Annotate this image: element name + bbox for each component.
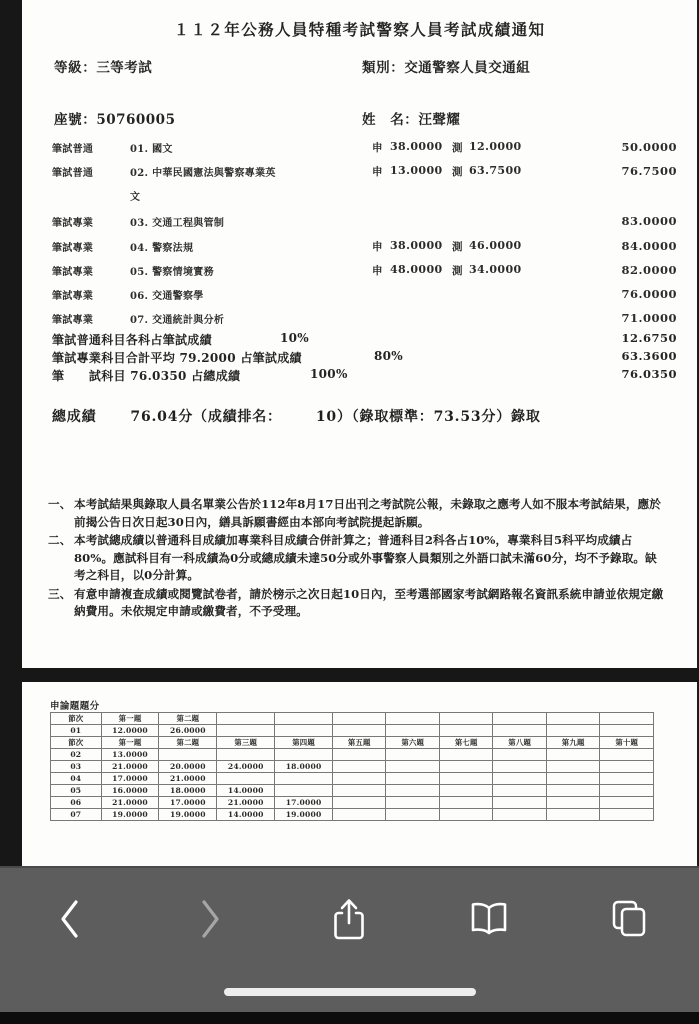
essay-table-header-cell: 第三題 bbox=[217, 737, 275, 749]
essay-table-cell bbox=[333, 761, 386, 773]
essay-table-header-cell: 第六題 bbox=[386, 737, 439, 749]
essay-score: 48.0000 bbox=[390, 263, 443, 276]
mc-score: 12.0000 bbox=[469, 140, 522, 153]
essay-table-cell bbox=[546, 773, 599, 785]
essay-table-cell bbox=[439, 797, 492, 809]
essay-table-cell: 07 bbox=[51, 809, 102, 821]
subject-category: 筆試專業 bbox=[52, 218, 94, 229]
summary-text: 筆 試科目 76.0350 占總成績 bbox=[52, 369, 241, 383]
subject-name: 06. 交通警察學 bbox=[130, 291, 204, 302]
essay-table-cell bbox=[493, 725, 546, 737]
essay-table-cell bbox=[333, 809, 386, 821]
essay-table-cell bbox=[386, 797, 439, 809]
essay-table-header-cell: 第八題 bbox=[493, 737, 546, 749]
subject-row bbox=[22, 214, 697, 236]
summary-total: 63.3600 bbox=[621, 349, 677, 363]
essay-table-cell bbox=[493, 773, 546, 785]
essay-table-cell bbox=[600, 773, 654, 785]
category-value: 交通警察人員交通組 bbox=[404, 60, 531, 76]
note-item bbox=[48, 586, 668, 621]
essay-mark: 申 bbox=[372, 265, 383, 277]
name-field bbox=[362, 108, 460, 128]
essay-table-cell bbox=[333, 725, 386, 737]
subject-category: 筆試普通 bbox=[52, 144, 94, 155]
essay-table-header-cell: 第九題 bbox=[546, 737, 599, 749]
essay-score-table bbox=[50, 712, 654, 821]
essay-table-cell: 17.0000 bbox=[275, 797, 333, 809]
essay-table-cell bbox=[333, 773, 386, 785]
essay-table-cell bbox=[546, 797, 599, 809]
note-body: 本考試總成績以普通科目成績加專業科目成績合併計算之；普通科目2科各占10%，專業科目5科平均成績占80%。應試科目有一科成績為0分或總成績未達50分或外事警察人員類別之外語口試未滿60分，均不予錄取。缺考之科目，以0分計算。 bbox=[74, 533, 657, 582]
notes-section bbox=[48, 496, 668, 622]
grade-value: 三等考試 bbox=[96, 60, 153, 76]
mc-score: 46.0000 bbox=[469, 239, 522, 252]
essay-table-cell bbox=[600, 761, 654, 773]
essay-table-cell bbox=[217, 749, 275, 761]
share-icon bbox=[331, 896, 367, 942]
essay-table-cell bbox=[275, 725, 333, 737]
name-value: 汪聲耀 bbox=[418, 112, 461, 128]
subject-name: 01. 國文 bbox=[130, 144, 173, 155]
essay-table-cell: 20.0000 bbox=[159, 761, 217, 773]
mc-mark: 測 bbox=[452, 265, 463, 277]
essay-table-row bbox=[51, 749, 654, 761]
essay-table-cell bbox=[439, 773, 492, 785]
subject-total: 83.0000 bbox=[621, 214, 677, 228]
grand-total-label: 總成績 bbox=[52, 409, 97, 425]
essay-table-cell bbox=[159, 749, 217, 761]
essay-score: 38.0000 bbox=[390, 239, 443, 252]
essay-table-header-cell: 第十題 bbox=[600, 737, 654, 749]
essay-table-header-cell bbox=[333, 713, 386, 725]
safari-bottom-toolbar bbox=[0, 866, 699, 1024]
forward-icon bbox=[197, 897, 223, 941]
essay-table-cell bbox=[493, 761, 546, 773]
result-value: 錄取 bbox=[511, 409, 541, 425]
essay-table-cell: 13.0000 bbox=[101, 749, 159, 761]
essay-table-row bbox=[51, 725, 654, 737]
page-gutter-left bbox=[0, 0, 22, 866]
essay-table-header-cell: 第一題 bbox=[101, 737, 159, 749]
essay-table-header-cell bbox=[386, 713, 439, 725]
toolbar-top-border bbox=[0, 866, 699, 868]
essay-table-cell: 18.0000 bbox=[275, 761, 333, 773]
summary-text: 筆試專業科目合計平均 79.2000 占筆試成績 bbox=[52, 351, 302, 365]
subject-category: 筆試專業 bbox=[52, 267, 94, 278]
subject-category: 筆試專業 bbox=[52, 315, 94, 326]
summary-percent: 100% bbox=[310, 367, 348, 381]
bookmarks-button[interactable] bbox=[419, 876, 559, 962]
essay-table-cell: 01 bbox=[51, 725, 102, 737]
page-separator bbox=[0, 668, 699, 682]
tabs-icon bbox=[609, 898, 649, 940]
summary-total: 76.0350 bbox=[621, 367, 677, 381]
subject-name-continuation bbox=[22, 188, 697, 210]
essay-table-cell bbox=[386, 761, 439, 773]
essay-mark: 申 bbox=[372, 142, 383, 154]
grade-label: 等級： bbox=[54, 60, 97, 76]
document-page-2[interactable] bbox=[22, 682, 697, 866]
essay-table-cell: 16.0000 bbox=[101, 785, 159, 797]
essay-table-cell bbox=[600, 785, 654, 797]
essay-table-cell bbox=[493, 785, 546, 797]
document-page-1[interactable] bbox=[22, 0, 697, 668]
subject-category: 筆試專業 bbox=[52, 243, 94, 254]
essay-table-cell bbox=[439, 809, 492, 821]
essay-table-cell: 14.0000 bbox=[217, 785, 275, 797]
subject-row bbox=[22, 311, 697, 333]
category-field bbox=[362, 56, 530, 76]
mc-score: 63.7500 bbox=[469, 164, 522, 177]
essay-table-cell bbox=[333, 749, 386, 761]
mc-mark: 測 bbox=[452, 241, 463, 253]
essay-table-cell: 14.0000 bbox=[217, 809, 275, 821]
essay-table-cell: 19.0000 bbox=[159, 809, 217, 821]
essay-table-cell: 04 bbox=[51, 773, 102, 785]
rank-value: 10） bbox=[315, 409, 352, 425]
essay-table-header-cell bbox=[217, 713, 275, 725]
note-item bbox=[48, 496, 668, 531]
essay-table-cell: 24.0000 bbox=[217, 761, 275, 773]
essay-table-cell bbox=[333, 797, 386, 809]
essay-table-cell: 18.0000 bbox=[159, 785, 217, 797]
essay-table-cell bbox=[546, 761, 599, 773]
subject-total: 76.0000 bbox=[621, 287, 677, 301]
subject-name-wrap: 文 bbox=[130, 192, 141, 203]
essay-mark: 申 bbox=[372, 166, 383, 178]
essay-score: 38.0000 bbox=[390, 140, 443, 153]
essay-table-cell: 02 bbox=[51, 749, 102, 761]
note-item bbox=[48, 532, 668, 585]
essay-table-row bbox=[51, 809, 654, 821]
essay-table-caption: 申論題題分 bbox=[50, 701, 100, 712]
tabs-button[interactable] bbox=[559, 876, 699, 962]
essay-table-cell bbox=[386, 725, 439, 737]
essay-table-header-cell: 第一題 bbox=[101, 713, 159, 725]
bookmarks-icon bbox=[468, 900, 510, 938]
mc-score: 34.0000 bbox=[469, 263, 522, 276]
name-label: 姓 名： bbox=[362, 112, 419, 128]
category-label: 類別： bbox=[362, 60, 405, 76]
essay-table-cell bbox=[217, 773, 275, 785]
essay-table-header-row bbox=[51, 713, 654, 725]
essay-table-row bbox=[51, 785, 654, 797]
summary-text: 筆試普通科目各科占筆試成績 bbox=[52, 333, 212, 347]
subject-name: 07. 交通統計與分析 bbox=[130, 315, 225, 326]
essay-table-cell bbox=[333, 785, 386, 797]
seat-field bbox=[54, 108, 175, 128]
essay-table-header-cell bbox=[439, 713, 492, 725]
rank-label: （成績排名： bbox=[193, 409, 282, 425]
essay-table-cell bbox=[386, 749, 439, 761]
essay-table-cell: 21.0000 bbox=[217, 797, 275, 809]
essay-score: 13.0000 bbox=[390, 164, 443, 177]
essay-table-cell bbox=[386, 773, 439, 785]
essay-table-cell: 06 bbox=[51, 797, 102, 809]
essay-table-cell bbox=[600, 809, 654, 821]
screen-bottom-edge bbox=[0, 1012, 699, 1024]
essay-table-cell: 17.0000 bbox=[101, 773, 159, 785]
essay-table-cell bbox=[439, 749, 492, 761]
grand-total-score: 76.04分 bbox=[130, 409, 194, 425]
threshold-value: 73.53分） bbox=[433, 409, 512, 425]
mc-mark: 測 bbox=[452, 166, 463, 178]
essay-table-cell: 17.0000 bbox=[159, 797, 217, 809]
essay-table-cell bbox=[546, 785, 599, 797]
essay-table-cell: 21.0000 bbox=[101, 797, 159, 809]
subject-row bbox=[22, 263, 697, 285]
grade-field bbox=[54, 56, 152, 76]
essay-table-cell: 21.0000 bbox=[159, 773, 217, 785]
subject-total: 82.0000 bbox=[621, 263, 677, 277]
essay-table-cell bbox=[493, 809, 546, 821]
seat-value: 50760005 bbox=[96, 112, 176, 128]
essay-table-header-cell bbox=[493, 713, 546, 725]
essay-table-cell bbox=[546, 749, 599, 761]
subject-total: 71.0000 bbox=[621, 311, 677, 325]
essay-table-cell bbox=[439, 761, 492, 773]
essay-table-header-row bbox=[51, 737, 654, 749]
seat-label: 座號： bbox=[54, 112, 97, 128]
essay-table-row bbox=[51, 761, 654, 773]
essay-table-cell: 21.0000 bbox=[101, 761, 159, 773]
subject-total: 50.0000 bbox=[621, 140, 677, 154]
summary-total: 12.6750 bbox=[621, 331, 677, 345]
essay-table-cell: 12.0000 bbox=[101, 725, 159, 737]
essay-table-cell bbox=[275, 785, 333, 797]
essay-table-cell bbox=[493, 749, 546, 761]
subject-name: 02. 中華民國憲法與警察專業英 bbox=[130, 168, 276, 179]
essay-table-cell bbox=[546, 725, 599, 737]
essay-table-header-cell: 節次 bbox=[51, 737, 102, 749]
essay-mark: 申 bbox=[372, 241, 383, 253]
subject-row bbox=[22, 140, 697, 162]
essay-table-cell: 05 bbox=[51, 785, 102, 797]
essay-table-row bbox=[51, 797, 654, 809]
essay-table-cell: 19.0000 bbox=[275, 809, 333, 821]
share-button[interactable] bbox=[280, 876, 420, 962]
subject-name: 03. 交通工程與管制 bbox=[130, 218, 225, 229]
essay-table-row bbox=[51, 773, 654, 785]
essay-table-header-cell: 節次 bbox=[51, 713, 102, 725]
essay-table-cell: 26.0000 bbox=[159, 725, 217, 737]
essay-table-cell bbox=[217, 725, 275, 737]
subject-total: 84.0000 bbox=[621, 239, 677, 253]
essay-table-cell bbox=[600, 725, 654, 737]
note-bullet: 二、 bbox=[48, 533, 72, 547]
essay-table-cell bbox=[439, 725, 492, 737]
mc-mark: 測 bbox=[452, 142, 463, 154]
subject-row bbox=[22, 287, 697, 309]
essay-table-cell bbox=[386, 785, 439, 797]
essay-table-cell bbox=[386, 809, 439, 821]
essay-table-cell bbox=[600, 797, 654, 809]
summary-percent: 10% bbox=[280, 331, 310, 345]
back-button[interactable] bbox=[0, 876, 140, 962]
note-bullet: 三、 bbox=[48, 586, 72, 601]
essay-table-header-cell: 第二題 bbox=[159, 737, 217, 749]
essay-table-cell: 03 bbox=[51, 761, 102, 773]
essay-table-header-cell bbox=[546, 713, 599, 725]
subject-row bbox=[22, 239, 697, 261]
page-title: １１２年公務人員特種考試警察人員考試成績通知 bbox=[173, 20, 546, 39]
essay-table-header-cell bbox=[600, 713, 654, 725]
subject-category: 筆試專業 bbox=[52, 291, 94, 302]
essay-table-cell bbox=[600, 749, 654, 761]
summary-percent: 80% bbox=[374, 349, 404, 363]
subject-name: 04. 警察法規 bbox=[130, 243, 194, 254]
home-indicator[interactable] bbox=[224, 988, 476, 996]
subject-category: 筆試普通 bbox=[52, 168, 94, 179]
back-icon bbox=[57, 897, 83, 941]
essay-table-cell bbox=[275, 773, 333, 785]
essay-table-header-cell: 第二題 bbox=[159, 713, 217, 725]
essay-table-cell bbox=[439, 785, 492, 797]
essay-table-header-cell: 第七題 bbox=[439, 737, 492, 749]
essay-table-header-cell bbox=[275, 713, 333, 725]
grand-total-line bbox=[52, 406, 541, 426]
note-bullet: 一、 bbox=[48, 497, 72, 511]
threshold-label: （錄取標準： bbox=[351, 409, 434, 425]
essay-table-header-cell: 第四題 bbox=[275, 737, 333, 749]
essay-table-cell bbox=[546, 809, 599, 821]
toolbar-icon-row bbox=[0, 876, 699, 962]
essay-table-cell bbox=[493, 797, 546, 809]
essay-table-cell: 19.0000 bbox=[101, 809, 159, 821]
subject-name: 05. 警察情境實務 bbox=[130, 267, 214, 278]
essay-score-document bbox=[22, 682, 697, 866]
note-body: 本考試結果與錄取人員名單業公告於112年8月17日出刊之考試院公報，未錄取之應考人如不服本考試結果，應於前揭公告日次日起30日內，繕具訴願書經由本部向考試院提起訴願。 bbox=[74, 497, 661, 529]
subject-row bbox=[22, 164, 697, 186]
essay-table-cell bbox=[275, 749, 333, 761]
score-notice-document bbox=[22, 0, 697, 668]
essay-table-header-cell: 第五題 bbox=[333, 737, 386, 749]
forward-button[interactable] bbox=[140, 876, 280, 962]
subject-total: 76.7500 bbox=[621, 164, 677, 178]
note-body: 有意申請複查成績或閱覽試卷者，請於榜示之次日起10日內，至考選部國家考試網路報名資訊系統申請並依規定繳納費用。未依規定申請或繳費者，不予受理。 bbox=[74, 586, 664, 618]
